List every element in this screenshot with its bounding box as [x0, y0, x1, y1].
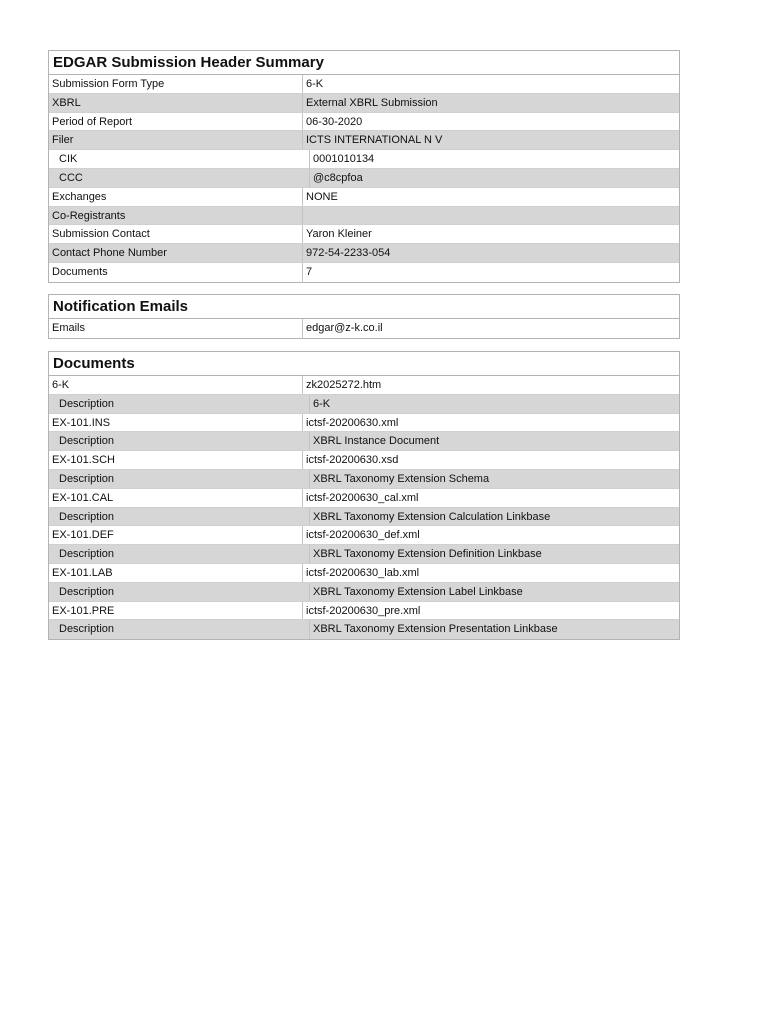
document-filename: zk2025272.htm [306, 379, 382, 391]
document-filename: ictsf-20200630.xml [306, 416, 399, 429]
row-label: Description [49, 432, 310, 450]
table-row [49, 508, 679, 527]
row-value: Yaron Kleiner [306, 228, 372, 241]
table-row [49, 564, 679, 583]
row-value: 6-K [306, 78, 324, 90]
row-label: Emails [49, 319, 303, 338]
table-row [49, 620, 679, 639]
table-row [49, 395, 679, 414]
row-value [303, 207, 679, 225]
section-title: Notification Emails [49, 295, 679, 319]
table-row [49, 113, 679, 132]
row-label: XBRL [49, 94, 303, 112]
row-label: Description [49, 545, 310, 563]
document-filename: ictsf-20200630_cal.xml [306, 491, 419, 504]
table-row [49, 244, 679, 263]
row-label: Filer [49, 131, 303, 149]
document-filename: ictsf-20200630_def.xml [306, 529, 420, 542]
row-label: Description [49, 470, 310, 488]
row-value: External XBRL Submission [306, 96, 438, 109]
document-description: XBRL Taxonomy Extension Definition Linkbase [313, 548, 542, 561]
section-title: EDGAR Submission Header Summary [49, 51, 679, 75]
table-row [49, 470, 679, 489]
document-type: EX-101.DEF [49, 526, 303, 544]
document-filename: ictsf-20200630_pre.xml [306, 604, 421, 617]
document-type: EX-101.PRE [49, 602, 303, 620]
document-type: 6-K [49, 376, 303, 394]
row-value: @c8cpfoa [313, 171, 363, 184]
row-label: Period of Report [49, 113, 303, 131]
table-row [49, 489, 679, 508]
document-filename: ictsf-20200630.xsd [306, 454, 399, 467]
notification-emails-table [48, 294, 680, 339]
table-row [49, 263, 679, 282]
row-label: Description [49, 508, 310, 526]
table-row [49, 169, 679, 188]
table-row [49, 150, 679, 169]
row-value: 972-54-2233-054 [306, 247, 391, 260]
row-value: 0001010134 [313, 153, 375, 166]
table-row [49, 225, 679, 244]
document-filename: ictsf-20200630_lab.xml [306, 566, 420, 579]
table-row [49, 376, 679, 395]
row-label: Description [49, 620, 310, 639]
document-description: XBRL Taxonomy Extension Presentation Linkbase [313, 623, 558, 636]
document-description: XBRL Instance Document [313, 435, 440, 448]
table-row [49, 94, 679, 113]
row-label: Co-Registrants [49, 207, 303, 225]
table-row [49, 414, 679, 433]
document-type: EX-101.LAB [49, 564, 303, 582]
submission-header-summary-table [48, 50, 680, 283]
row-label: CCC [49, 169, 310, 187]
section-title: Documents [49, 352, 679, 376]
table-row [49, 131, 679, 150]
row-label: Submission Contact [49, 225, 303, 243]
table-row [49, 526, 679, 545]
table-row [49, 583, 679, 602]
document-type: EX-101.SCH [49, 451, 303, 469]
document-description: 6-K [313, 397, 331, 410]
email-value: edgar@z-k.co.il [306, 322, 383, 334]
document-description: XBRL Taxonomy Extension Label Linkbase [313, 585, 523, 598]
row-value: NONE [306, 190, 338, 203]
document-type: EX-101.CAL [49, 489, 303, 507]
row-label: Description [49, 395, 310, 413]
row-label: Description [49, 583, 310, 601]
row-label: CIK [49, 150, 310, 168]
document-type: EX-101.INS [49, 414, 303, 432]
row-value: 7 [306, 265, 313, 278]
table-row [49, 75, 679, 94]
row-label: Submission Form Type [49, 75, 303, 93]
table-row [49, 319, 679, 338]
row-value: ICTS INTERNATIONAL N V [306, 134, 443, 147]
documents-table [48, 351, 680, 640]
table-row [49, 188, 679, 207]
row-value: 06-30-2020 [306, 115, 363, 128]
table-row [49, 432, 679, 451]
table-row [49, 451, 679, 470]
table-row [49, 602, 679, 621]
table-row [49, 545, 679, 564]
document-description: XBRL Taxonomy Extension Schema [313, 472, 490, 485]
table-row [49, 207, 679, 226]
document-description: XBRL Taxonomy Extension Calculation Linkbase [313, 510, 551, 523]
row-label: Contact Phone Number [49, 244, 303, 262]
row-label: Exchanges [49, 188, 303, 206]
row-label: Documents [49, 263, 303, 282]
